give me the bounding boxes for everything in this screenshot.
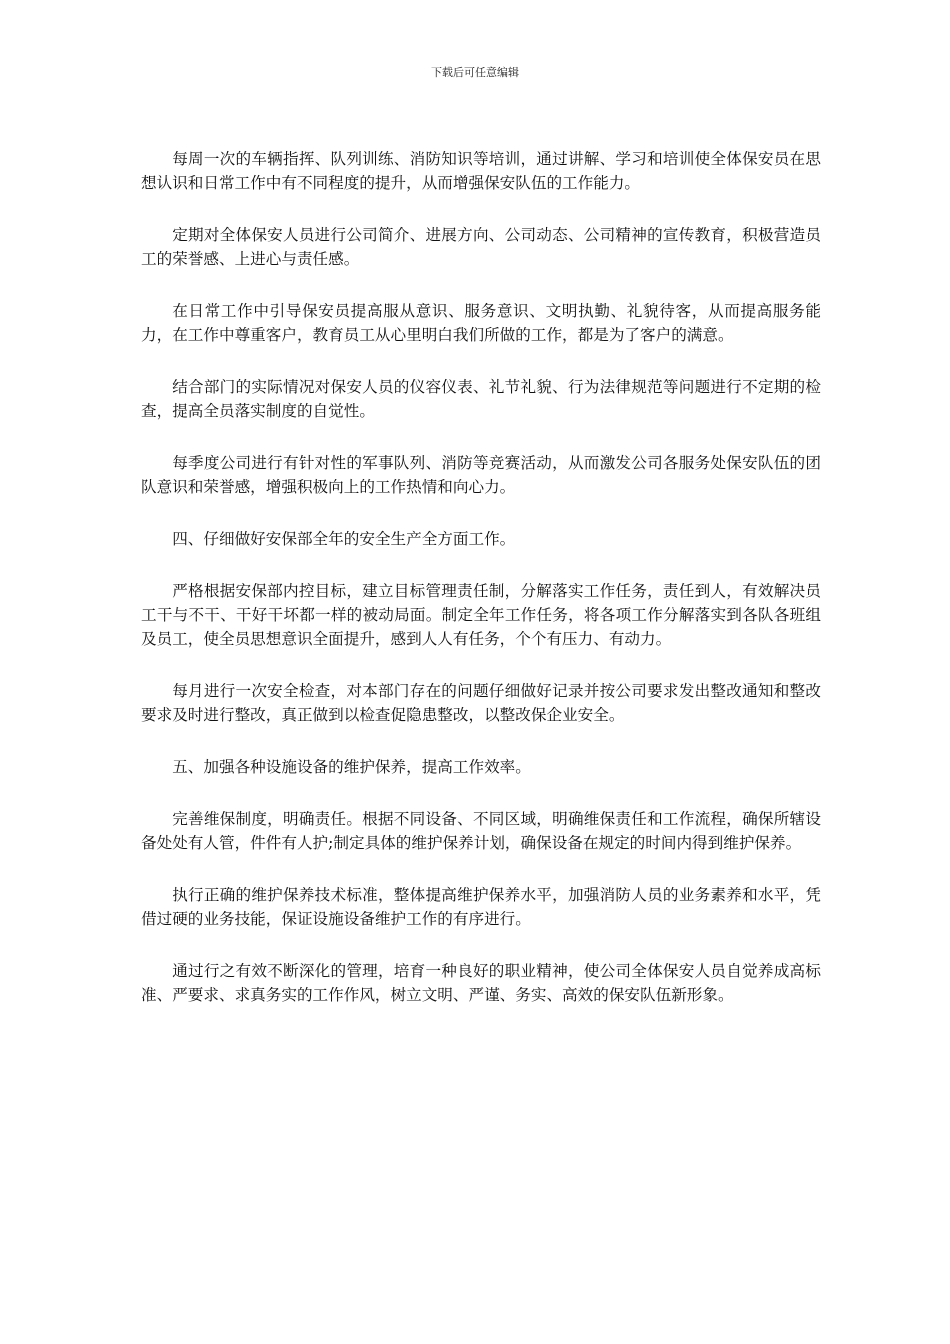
page-header-note: 下载后可任意编辑 bbox=[431, 66, 519, 79]
paragraph-maintenance-standards: 执行正确的维护保养技术标准，整体提高维护保养水平，加强消防人员的业务素养和水平，凭借过硬的业务技能，保证设施设备维护工作的有序进行。 bbox=[141, 886, 821, 928]
paragraph-training: 每周一次的车辆指挥、队列训练、消防知识等培训，通过讲解、学习和培训使全体保安员在思想认识和日常工作中有不同程度的提升，从而增强保安队伍的工作能力。 bbox=[141, 150, 821, 192]
paragraph-competition: 每季度公司进行有针对性的军事队列、消防等竞赛活动，从而激发公司各服务处保安队伍的团队意识和荣誉感，增强积极向上的工作热情和向心力。 bbox=[141, 454, 821, 496]
paragraph-management-spirit: 通过行之有效不断深化的管理，培育一种良好的职业精神，使公司全体保安人员自觉养成高标准、严要求、求真务实的工作作风，树立文明、严谨、务实、高效的保安队伍新形象。 bbox=[141, 962, 821, 1004]
section-heading-five: 五、加强各种设施设备的维护保养，提高工作效率。 bbox=[172, 758, 531, 776]
paragraph-responsibility-system: 严格根据安保部内控目标，建立目标管理责任制，分解落实工作任务，责任到人，有效解决员工干与不干、干好干坏都一样的被动局面。制定全年工作任务，将各项工作分解落实到各队各班组及员工，使全员思想意识全面提升，感到人人有任务，个个有压力、有动力。 bbox=[141, 582, 821, 648]
paragraph-inspection: 结合部门的实际情况对保安人员的仪容仪表、礼节礼貌、行为法律规范等问题进行不定期的检查，提高全员落实制度的自觉性。 bbox=[141, 378, 821, 420]
document-body bbox=[141, 147, 821, 1035]
paragraph-monthly-check: 每月进行一次安全检查，对本部门存在的问题仔细做好记录并按公司要求发出整改通知和整改要求及时进行整改，真正做到以检查促隐患整改，以整改保企业安全。 bbox=[141, 682, 821, 724]
paragraph-maintenance-system: 完善维保制度，明确责任。根据不同设备、不同区域，明确维保责任和工作流程，确保所辖设备处处有人管，件件有人护;制定具体的维护保养计划，确保设备在规定的时间内得到维护保养。 bbox=[141, 810, 821, 852]
section-heading-four: 四、仔细做好安保部全年的安全生产全方面工作。 bbox=[172, 530, 516, 548]
paragraph-company-education: 定期对全体保安人员进行公司简介、进展方向、公司动态、公司精神的宣传教育，积极营造员工的荣誉感、上进心与责任感。 bbox=[141, 226, 821, 268]
paragraph-service-awareness: 在日常工作中引导保安员提高服从意识、服务意识、文明执勤、礼貌待客，从而提高服务能力，在工作中尊重客户，教育员工从心里明白我们所做的工作，都是为了客户的满意。 bbox=[141, 302, 821, 344]
